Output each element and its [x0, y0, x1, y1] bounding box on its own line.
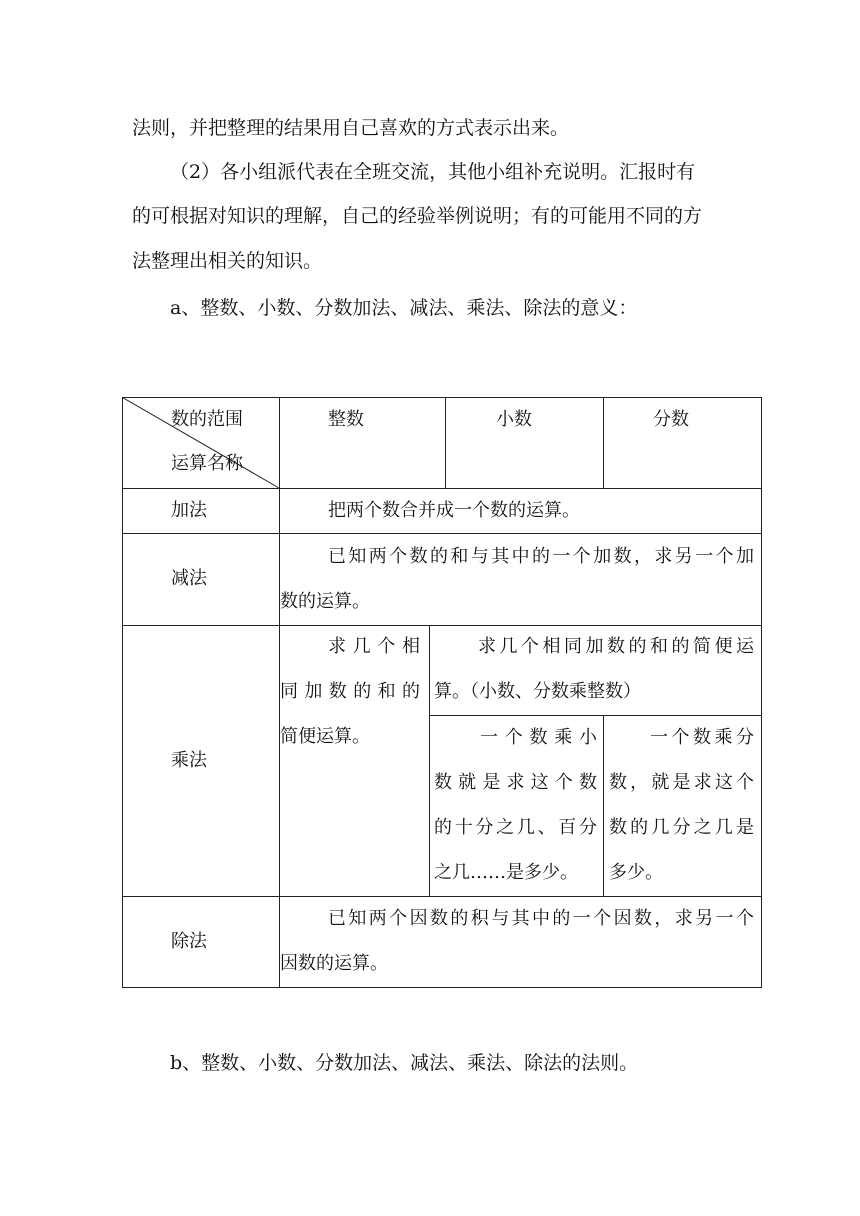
- header-integer: 整数: [328, 409, 364, 430]
- paragraph-line: 的可根据对知识的理解，自己的经验举例说明；有的可能用不同的方: [132, 205, 703, 227]
- corner-label-range: 数的范围: [171, 409, 243, 430]
- mul-fraction-line: 多少。: [609, 862, 663, 883]
- corner-label-operation: 运算名称: [171, 453, 243, 474]
- mul-by-integer-line: 算。（小数、分数乘整数）: [434, 681, 641, 702]
- mul-decimal-line: 之几……是多少。: [434, 862, 578, 883]
- subtraction-definition-line: 数的运算。: [280, 591, 370, 612]
- section-heading-b: b、整数、小数、分数加法、减法、乘法、除法的法则。: [170, 1052, 639, 1074]
- mul-decimal-line: 数就是求这个数: [434, 772, 597, 793]
- mul-fraction-line: 一个数乘分: [650, 727, 754, 748]
- header-fraction: 分数: [653, 409, 689, 430]
- row-label-division: 除法: [171, 931, 207, 952]
- subtraction-definition-line: 已知两个数的和与其中的一个加数，求另一个加: [328, 546, 754, 567]
- header-decimal: 小数: [496, 409, 532, 430]
- section-heading-a: a、整数、小数、分数加法、减法、乘法、除法的意义：: [170, 297, 638, 319]
- mul-integer-line: 求几个相: [328, 636, 420, 657]
- mul-decimal-line: 一个数乘小: [480, 727, 597, 748]
- mul-fraction-line: 数，就是求这个: [609, 772, 754, 793]
- paragraph-line: （2）各小组派代表在全班交流，其他小组补充说明。汇报时有: [170, 161, 696, 183]
- mul-fraction-line: 数的几分之几是: [609, 817, 754, 838]
- mul-integer-line: 简便运算。: [280, 726, 370, 747]
- paragraph-line: 法则，并把整理的结果用自己喜欢的方式表示出来。: [132, 117, 570, 139]
- division-definition-line: 已知两个因数的积与其中的一个因数，求另一个: [328, 908, 754, 929]
- mul-by-integer-line: 求几个相同加数的和的简便运: [478, 636, 754, 657]
- division-definition-line: 因数的运算。: [280, 953, 388, 974]
- operations-table: [122, 397, 762, 988]
- mul-decimal-line: 的十分之几、百分: [434, 817, 597, 838]
- mul-integer-line: 同加数的和的: [280, 681, 420, 702]
- row-label-subtraction: 减法: [171, 568, 207, 589]
- addition-definition: 把两个数合并成一个数的运算。: [328, 500, 580, 521]
- row-label-multiplication: 乘法: [171, 750, 207, 771]
- paragraph-line: 法整理出相关的知识。: [132, 250, 323, 272]
- row-label-addition: 加法: [171, 500, 207, 521]
